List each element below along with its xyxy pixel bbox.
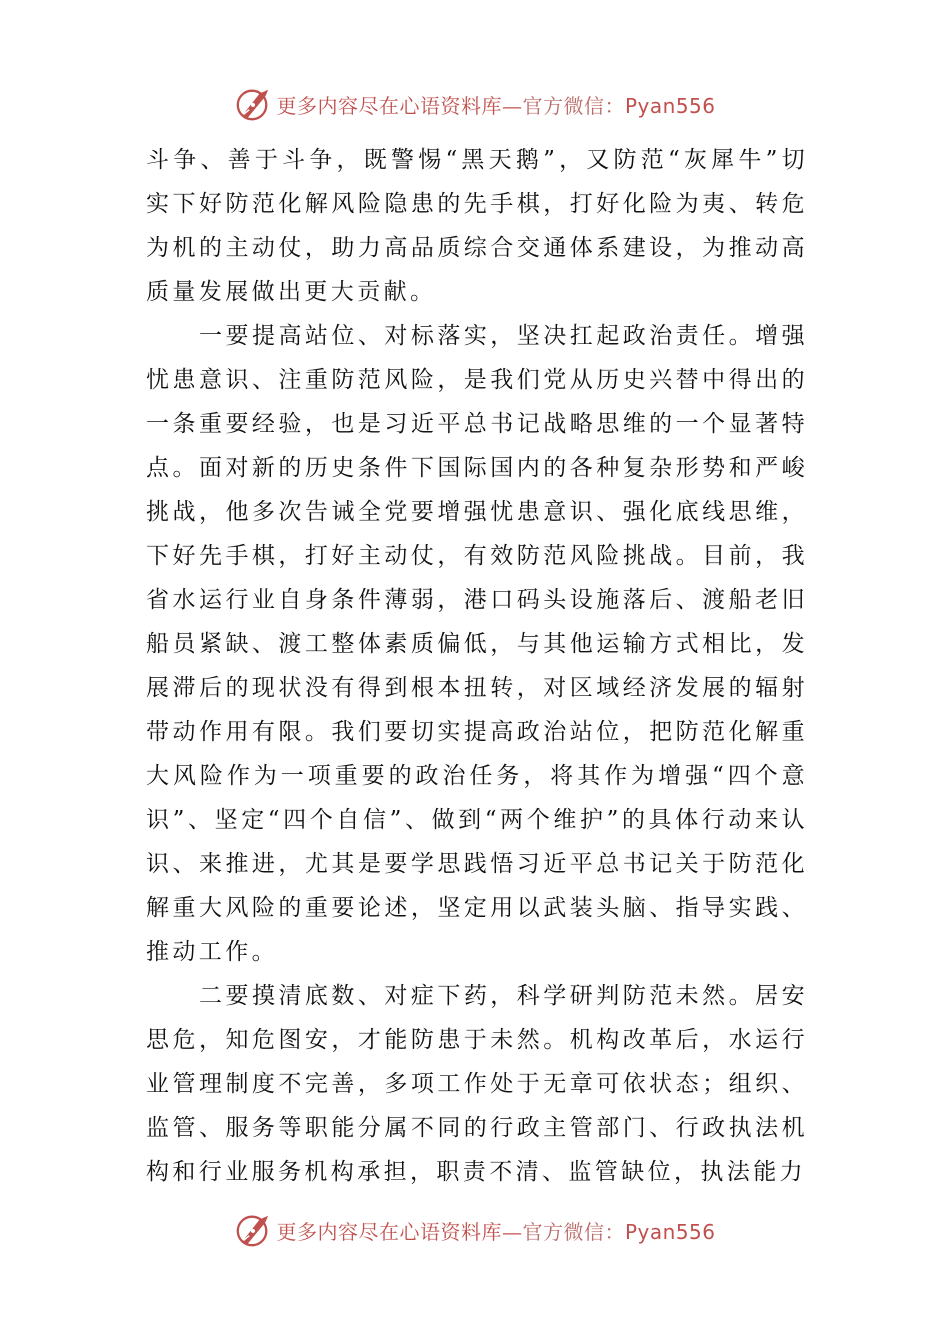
watermark-main-text: 更多内容尽在心语资料库	[276, 93, 502, 118]
watermark-text	[276, 1216, 715, 1245]
paragraph-point-one: 一要提高站位、对标落实，坚决扛起政治责任。增强忧患意识、注重防范风险，是我们党从历史兴替中得出的一条重要经验，也是习近平总书记战略思维的一个显著特点。面对新的历史条件下国际国内的各种复杂形势和严峻挑战，他多次告诫全党要增强忧患意识、强化底线思维，下好先手棋，打好主动仗，有效防范风险挑战。目前，我省水运行业自身条件薄弱，港口码头设施落后、渡船老旧船员紧缺、渡工整体素质偏低，与其他运输方式相比，发展滞后的现状没有得到根本扭转，对区域经济发展的辐射带动作用有限。我们要切实提高政治站位，把防范化解重大风险作为一项重要的政治任务，将其作为增强“四个意识”、坚定“四个自信”、做到“两个维护”的具体行动来认识、来推进，尤其是要学思践悟习近平总书记关于防范化解重大风险的重要论述，坚定用以武装头脑、指导实践、推动工作。	[146, 323, 808, 965]
paragraph-continuation: 斗争、善于斗争，既警惕“黑天鹅”，又防范“灰犀牛”切实下好防范化解风险隐患的先手棋，打好化险为夷、转危为机的主动仗，助力高品质综合交通体系建设，为推动高质量发展做出更大贡献。	[146, 147, 808, 305]
pen-nib-logo-icon	[234, 1211, 272, 1249]
watermark-wechat-id: Pyan556	[624, 93, 716, 118]
footer-watermark-banner	[0, 1208, 950, 1252]
paragraph-point-two: 二要摸清底数、对症下药，科学研判防范未然。居安思危，知危图安，才能防患于未然。机构改革后，水运行业管理制度不完善，多项工作处于无章可依状态；组织、监管、服务等职能分属不同的行政主管部门、行政执法机构和行业服务机构承担，职责不清、监管缺位，执法能力	[146, 983, 808, 1185]
watermark-wechat-id: Pyan556	[624, 1219, 716, 1244]
watermark-main-text: 更多内容尽在心语资料库	[276, 1219, 502, 1244]
watermark-separator: —	[501, 93, 523, 118]
watermark-wechat-label: 官方微信：	[522, 1219, 625, 1244]
header-watermark-banner	[0, 82, 950, 126]
watermark-wechat-label: 官方微信：	[522, 93, 625, 118]
pen-nib-logo-icon	[234, 85, 272, 123]
document-body	[146, 138, 808, 1194]
watermark-text	[276, 90, 715, 119]
watermark-separator: —	[501, 1219, 523, 1244]
